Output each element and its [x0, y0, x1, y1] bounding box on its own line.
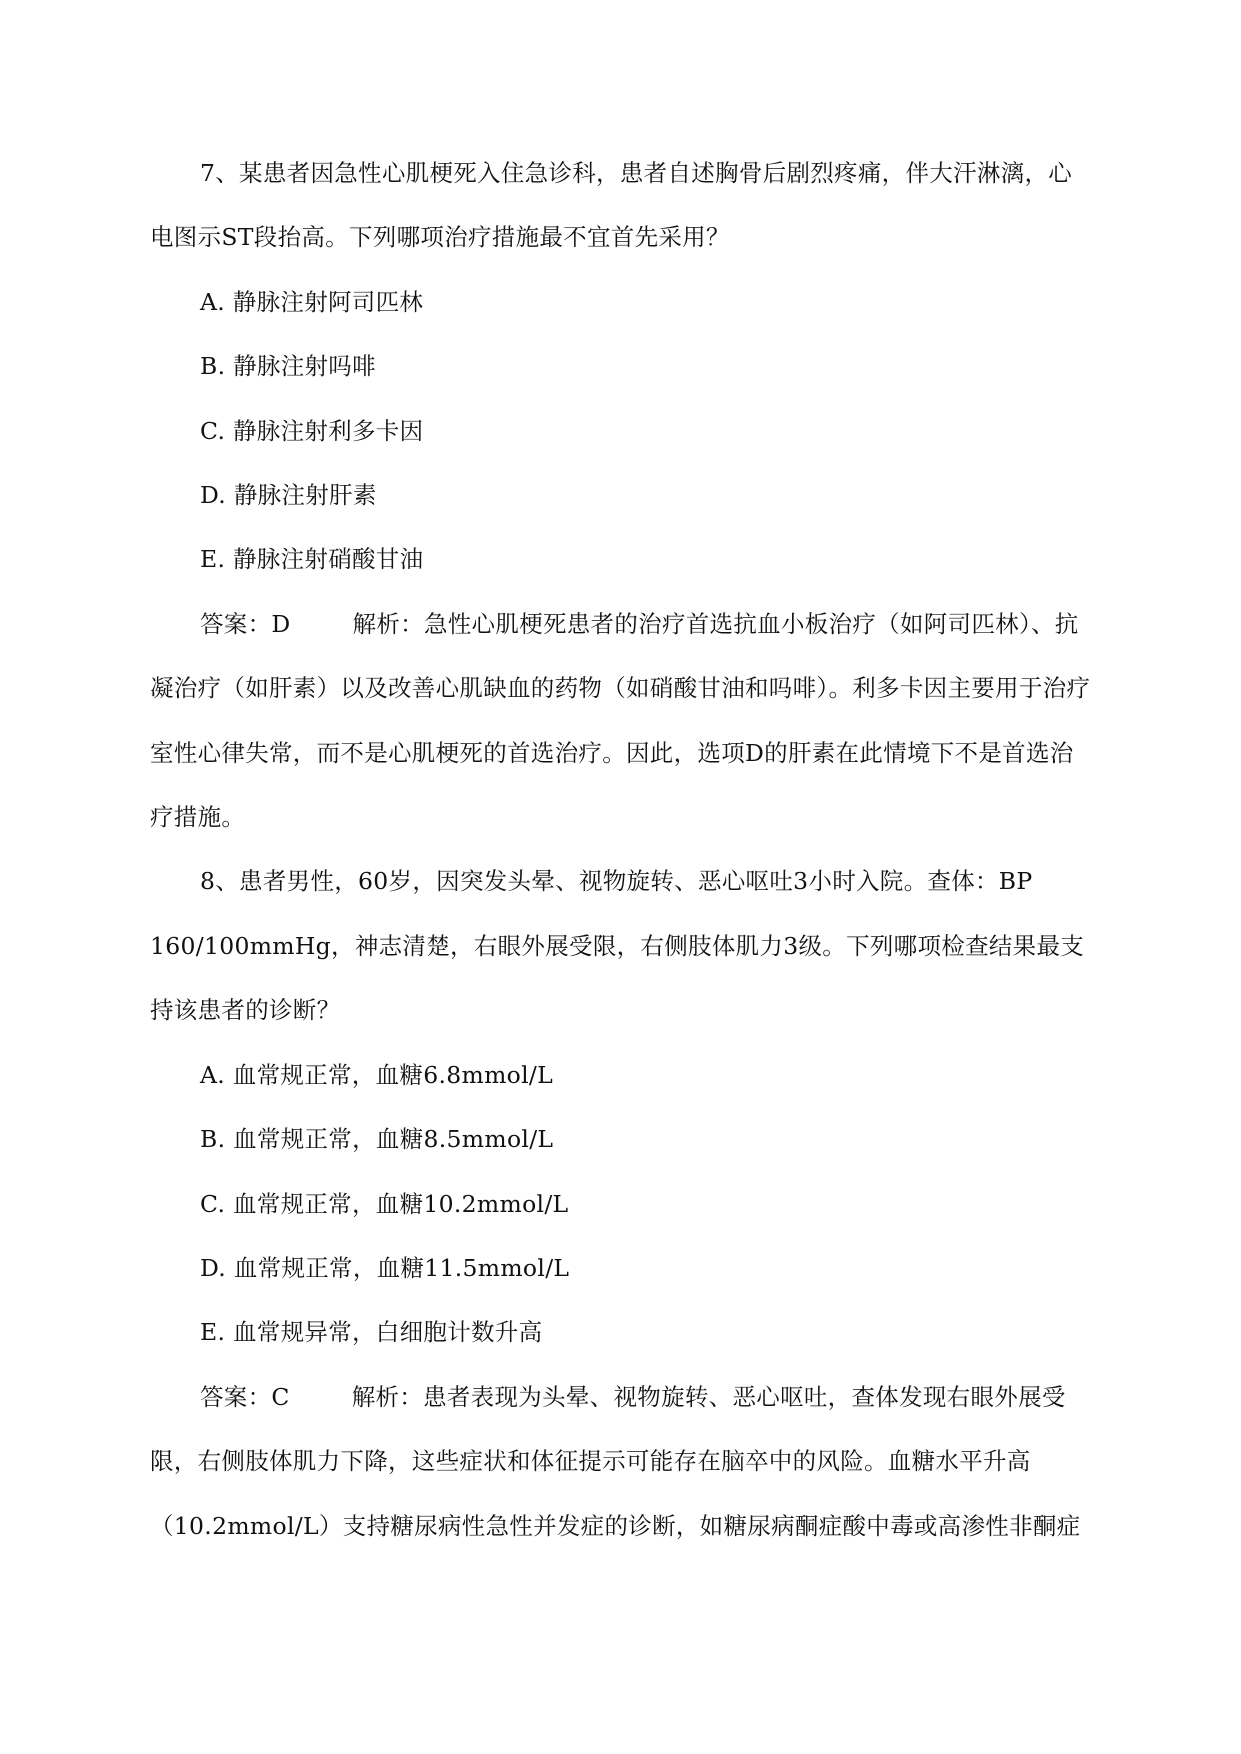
question-7-answer-explanation: [150, 592, 1095, 850]
question-8-explanation: 解析：患者表现为头晕、视物旋转、恶心呕吐，查体发现右眼外展受限，右侧肢体肌力下降，这些症状和体征提示可能存在脑卒中的风险。血糖水平升高（10.2mmol/L）支持糖尿病性急性并发症的诊断，如糖尿病酮症酸中毒或高渗性非酮症: [150, 1382, 1081, 1540]
question-7-option-e: E. 静脉注射硝酸甘油: [200, 545, 424, 574]
question-7-option-d: D. 静脉注射肝素: [200, 481, 377, 510]
question-8-answer: 答案：C: [200, 1382, 290, 1411]
question-7-stem: 7、某患者因急性心肌梗死入住急诊科，患者自述胸骨后剧烈疼痛，伴大汗淋漓，心电图示ST段抬高。下列哪项治疗措施最不宜首先采用？: [150, 159, 1073, 252]
question-8-stem: 8、患者男性，60岁，因突发头晕、视物旋转、恶心呕吐3小时入院。查体：BP 160/100mmHg，神志清楚，右眼外展受限，右侧肢体肌力3级。下列哪项检查结果最支持该患者的诊断？: [150, 867, 1085, 1025]
question-7-explanation: 解析：急性心肌梗死患者的治疗首选抗血小板治疗（如阿司匹林）、抗凝治疗（如肝素）以及改善心肌缺血的药物（如硝酸甘油和吗啡）。利多卡因主要用于治疗室性心律失常，而不是心肌梗死的首选治疗。因此，选项D的肝素在此情境下不是首选治疗措施。: [150, 609, 1091, 832]
question-7-option-c: C. 静脉注射利多卡因: [200, 416, 424, 445]
question-8-option-a: A. 血常规正常，血糖6.8mmol/L: [200, 1060, 554, 1089]
document-body: [150, 141, 1095, 1558]
question-8-option-d: D. 血常规正常，血糖11.5mmol/L: [200, 1253, 570, 1282]
question-8-option-e: E. 血常规异常，白细胞计数升高: [200, 1318, 543, 1347]
question-7-option-a: A. 静脉注射阿司匹林: [200, 287, 424, 316]
question-8-answer-explanation: [150, 1365, 1095, 1558]
question-8-option-c: C. 血常规正常，血糖10.2mmol/L: [200, 1189, 569, 1218]
question-7-option-b: B. 静脉注射吗啡: [200, 352, 376, 381]
question-8-option-b: B. 血常规正常，血糖8.5mmol/L: [200, 1125, 554, 1154]
question-7-answer: 答案：D: [200, 609, 291, 638]
